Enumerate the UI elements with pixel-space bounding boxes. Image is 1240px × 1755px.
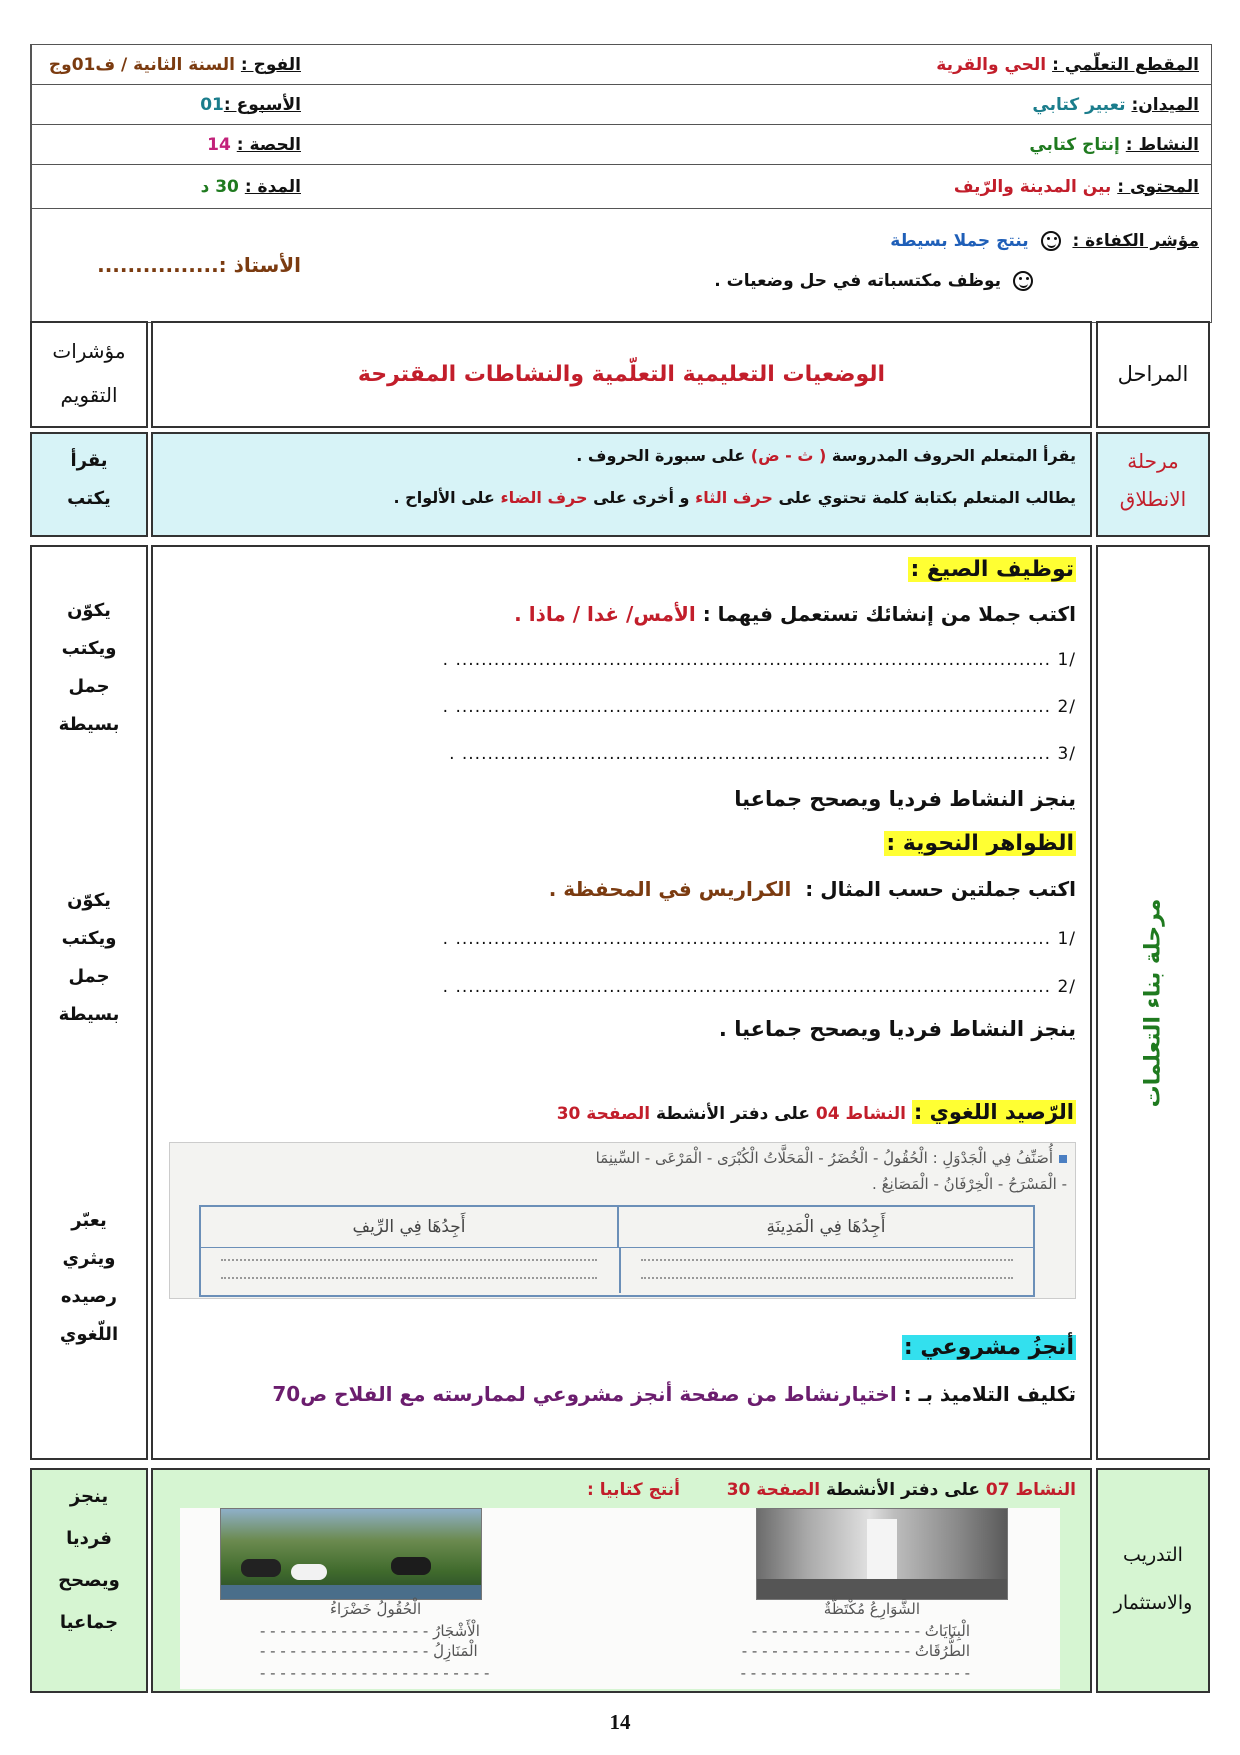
city-street-photo	[756, 1508, 1008, 1600]
field-label: الميدان:	[1131, 94, 1199, 115]
book-col-city: أَجِدُهَا فِي الْمَدِينَةِ	[617, 1207, 1033, 1248]
s4-title	[902, 1335, 1076, 1360]
indicators-title-1: مؤشرات	[52, 339, 126, 363]
dotted-line	[641, 1277, 1013, 1279]
ind3-1: يعبّر	[71, 1210, 107, 1231]
s1-instr-text: اكتب جملا من إنشائك تستعمل فيهما :	[702, 602, 1076, 626]
ind1-1: يكوّن	[67, 600, 111, 621]
country-caption: الْحُقُولُ خَضْرَاءُ	[330, 1600, 422, 1618]
teacher-cell	[31, 209, 313, 321]
week-row	[31, 85, 313, 125]
practice-page: الصفحة 30	[726, 1480, 821, 1500]
launch-stage-1: مرحلة	[1127, 449, 1179, 473]
launch-line-2-e: على الألواح .	[393, 488, 495, 507]
practice-stage-1: التدريب	[1123, 1544, 1183, 1566]
s1-line-1: /1 ............................................................................................. .	[442, 650, 1076, 670]
launch-content	[151, 432, 1092, 537]
competence-line-1	[890, 231, 1199, 251]
duration-row	[31, 165, 313, 209]
s3-page: الصفحة 30	[556, 1104, 651, 1124]
smiley-icon	[1041, 231, 1061, 251]
situations-header	[151, 321, 1092, 428]
book-table	[199, 1205, 1035, 1297]
group-label: الفوج :	[240, 54, 301, 75]
s2-title-text: الظواهر النحوية :	[886, 831, 1074, 856]
s1-note: ينجز النشاط فرديا ويصحح جماعيا	[734, 787, 1076, 811]
build-stage	[1096, 545, 1210, 1460]
segment-row	[313, 45, 1211, 85]
s4-text	[272, 1382, 1076, 1406]
launch-line-1	[576, 446, 1076, 465]
smiley-icon	[1013, 271, 1033, 291]
page-number: 14	[609, 1710, 631, 1734]
launch-stage-2: الانطلاق	[1119, 487, 1187, 511]
content-row	[313, 165, 1211, 209]
s3-title-line	[557, 1100, 1076, 1124]
header-table	[30, 44, 1212, 323]
practice-activity-line	[727, 1480, 1076, 1500]
s1-line-2: /2 ............................................................................................. .	[442, 697, 1076, 717]
country-word-1: الْأَشْجَارُ	[433, 1622, 480, 1640]
city-word-2-line: الطُّرُقَاتُ - - - - - - - - - - - - - - - - -	[741, 1642, 970, 1660]
country-word-1-line: الْأَشْجَارُ - - - - - - - - - - - - - - - - -	[260, 1622, 480, 1640]
dotted-line	[221, 1259, 597, 1261]
s2-note: ينجز النشاط فرديا ويصحح جماعيا .	[718, 1017, 1076, 1041]
build-ind-group-1	[32, 592, 146, 744]
book-col-city-body	[619, 1247, 1033, 1293]
session-value: 14	[207, 134, 231, 155]
build-content	[151, 545, 1092, 1460]
cow-shape	[291, 1564, 327, 1580]
s2-example: الكراريس في المحفظة .	[548, 877, 792, 901]
indicators-title-2: التقويم	[60, 383, 118, 407]
s2-instruction	[549, 877, 1076, 901]
ind3-4: اللّغوي	[59, 1324, 119, 1345]
practice-stage-text	[1098, 1522, 1208, 1618]
s1-title	[908, 557, 1076, 582]
practice-stage-2: والاستثمار	[1113, 1592, 1193, 1614]
launch-line-2-d: حرف الضاء	[500, 488, 588, 507]
book-col-country: أَجِدُهَا فِي الرِّيفِ	[201, 1207, 617, 1248]
build-stage-title: مرحلة بناء التعلمات	[1140, 898, 1166, 1107]
content-value: بين المدينة والرّيف	[953, 176, 1112, 197]
ind2-1: يكوّن	[67, 890, 111, 911]
practice-ind-3: ويصحح	[58, 1570, 120, 1591]
activity-label: النشاط :	[1125, 134, 1199, 155]
launch-line-2-b: حرف الثاء	[695, 488, 773, 507]
stages-title: المراحل	[1117, 362, 1189, 386]
cow-shape	[241, 1559, 281, 1577]
s2-line-2: /2 ............................................................................................. .	[442, 977, 1076, 997]
ind1-2: ويكتب	[61, 638, 117, 659]
launch-indicators	[30, 432, 148, 537]
launch-stage	[1096, 432, 1210, 537]
s4-text-a: تكليف التلاميذ بـ :	[903, 1382, 1076, 1406]
week-value: 01	[200, 94, 224, 115]
ind1-3: جمل	[68, 676, 110, 697]
practice-indicators	[30, 1468, 148, 1693]
ind2-3: جمل	[68, 966, 110, 987]
duration-label: المدة :	[244, 176, 301, 197]
practice-mid: على دفتر الأنشطة	[826, 1480, 980, 1500]
build-ind-group-2	[32, 882, 146, 1034]
city-word-1-line: الْبِنَايَاتُ - - - - - - - - - - - - - - - - -	[751, 1622, 970, 1640]
cow-shape	[391, 1557, 431, 1575]
ind2-2: ويكتب	[61, 928, 117, 949]
s2-instr-text: اكتب جملتين حسب المثال :	[805, 877, 1076, 901]
situations-title: الوضعيات التعليمية التعلّمية والنشاطات المقترحة	[357, 362, 886, 387]
s1-line-3: /3 ............................................................................................ .	[449, 744, 1076, 764]
launch-ind-1: يقرأ	[70, 450, 108, 471]
bullet-icon	[1059, 1155, 1067, 1163]
practice-ind-2: فرديا	[66, 1528, 112, 1549]
week-label: الأسبوع :	[223, 94, 301, 115]
session-row	[31, 125, 313, 165]
s4-text-b: اختيارنشاط من صفحة أنجز مشروعي لممارسته مع الفلاح ص70	[272, 1382, 897, 1406]
competence-1: ينتج جملا بسيطة	[890, 231, 1029, 251]
launch-line-2-a: يطالب المتعلم بكتابة كلمة تحتوي على	[778, 488, 1076, 507]
launch-line-2	[394, 488, 1076, 507]
competence-cell	[313, 209, 1211, 321]
competence-line-2	[714, 271, 1039, 291]
build-ind-group-3	[32, 1202, 146, 1354]
competence-2: يوظف مكتسباته في حل وضعيات .	[714, 271, 1002, 291]
ind3-2: ويثري	[62, 1248, 116, 1269]
duration-value: 30 د	[200, 176, 239, 197]
s1-title-text: توظيف الصيغ :	[910, 557, 1074, 582]
dotted-line	[221, 1277, 597, 1279]
book-instruction-1	[596, 1149, 1067, 1167]
ind1-4: بسيطة	[58, 714, 120, 735]
teacher-label: الأستاذ :................	[97, 253, 301, 277]
city-dots-line: - - - - - - - - - - - - - - - - - - - - - - -	[740, 1664, 970, 1682]
stages-header	[1096, 321, 1210, 428]
street	[757, 1579, 1007, 1599]
content-label: المحتوى :	[1117, 176, 1199, 197]
launch-ind-2: يكتب	[67, 488, 111, 509]
segment-label: المقطع التعلّمي :	[1052, 54, 1199, 75]
build-indicators	[30, 545, 148, 1460]
launch-line-1-b: ( ث - ض)	[750, 446, 827, 465]
country-dots-line: - - - - - - - - - - - - - - - - - - - - - - -	[260, 1664, 490, 1682]
city-word-2: الطُّرُقَاتُ	[914, 1642, 970, 1660]
activity-value: إنتاج كتابي	[1029, 134, 1120, 155]
group-value: السنة الثانية / ف01وج	[48, 54, 235, 75]
field-value: تعبير كتابي	[1032, 94, 1126, 115]
dotted-line	[641, 1259, 1013, 1261]
practice-ind-4: جماعيا	[59, 1612, 119, 1633]
group-row	[31, 45, 313, 85]
stream	[221, 1585, 481, 1599]
session-label: الحصة :	[236, 134, 301, 155]
indicators-header	[30, 321, 148, 428]
practice-content	[151, 1468, 1092, 1693]
field-row	[313, 85, 1211, 125]
activity-row	[313, 125, 1211, 165]
book-instr-1-text: أُصَنِّفُ فِي الْجَدْوَلِ : الْحُقُولُ - الْخُضَرُ - الْمَحَلَّاتُ الْكُبْرَى - الْمَرْعَى - السِّينِمَا	[595, 1149, 1053, 1167]
country-word-2-line: الْمَنَازِلُ - - - - - - - - - - - - - - - - -	[260, 1642, 478, 1660]
competence-label: مؤشر الكفاءة :	[1072, 231, 1199, 251]
s1-instruction	[514, 602, 1076, 626]
s4-title-text: أنجزُ مشروعي :	[903, 1335, 1074, 1360]
countryside-photo	[220, 1508, 482, 1600]
city-caption: الشَّوَارِعُ مُكْتَظَّةٌ	[823, 1600, 920, 1618]
practice-activity: النشاط 07	[985, 1480, 1076, 1500]
ind3-3: رصيده	[60, 1286, 118, 1307]
s2-line-1: /1 ............................................................................................. .	[442, 929, 1076, 949]
launch-line-1-a: يقرأ المتعلم الحروف المدروسة	[831, 446, 1076, 465]
textbook-excerpt	[169, 1142, 1076, 1299]
s1-words: الأمس/ غدا / ماذا .	[514, 602, 696, 626]
launch-line-1-c: على سبورة الحروف .	[576, 446, 746, 465]
practice-stage	[1096, 1468, 1210, 1693]
ind2-4: بسيطة	[58, 1004, 120, 1025]
s3-mid: على دفتر الأنشطة	[655, 1104, 810, 1124]
practice-produce: أنتج كتابيا :	[587, 1480, 680, 1500]
launch-line-2-c: و أخرى على	[593, 488, 690, 507]
s3-title: الرّصيد اللغوي :	[913, 1100, 1074, 1124]
segment-value: الحي والقرية	[936, 54, 1047, 75]
s2-title	[884, 831, 1076, 856]
city-word-1: الْبِنَايَاتُ	[924, 1622, 970, 1640]
practice-ind-1: ينجز	[69, 1486, 109, 1507]
book-instruction-2: - الْمَسْرَحُ - الْخِرْفَانُ - الْمَصَانِعُ .	[872, 1175, 1067, 1193]
s3-activity: النشاط 04	[815, 1104, 906, 1124]
country-word-2: الْمَنَازِلُ	[433, 1642, 478, 1660]
book-col-country-body	[201, 1247, 617, 1293]
workbook-excerpt	[180, 1508, 1060, 1689]
